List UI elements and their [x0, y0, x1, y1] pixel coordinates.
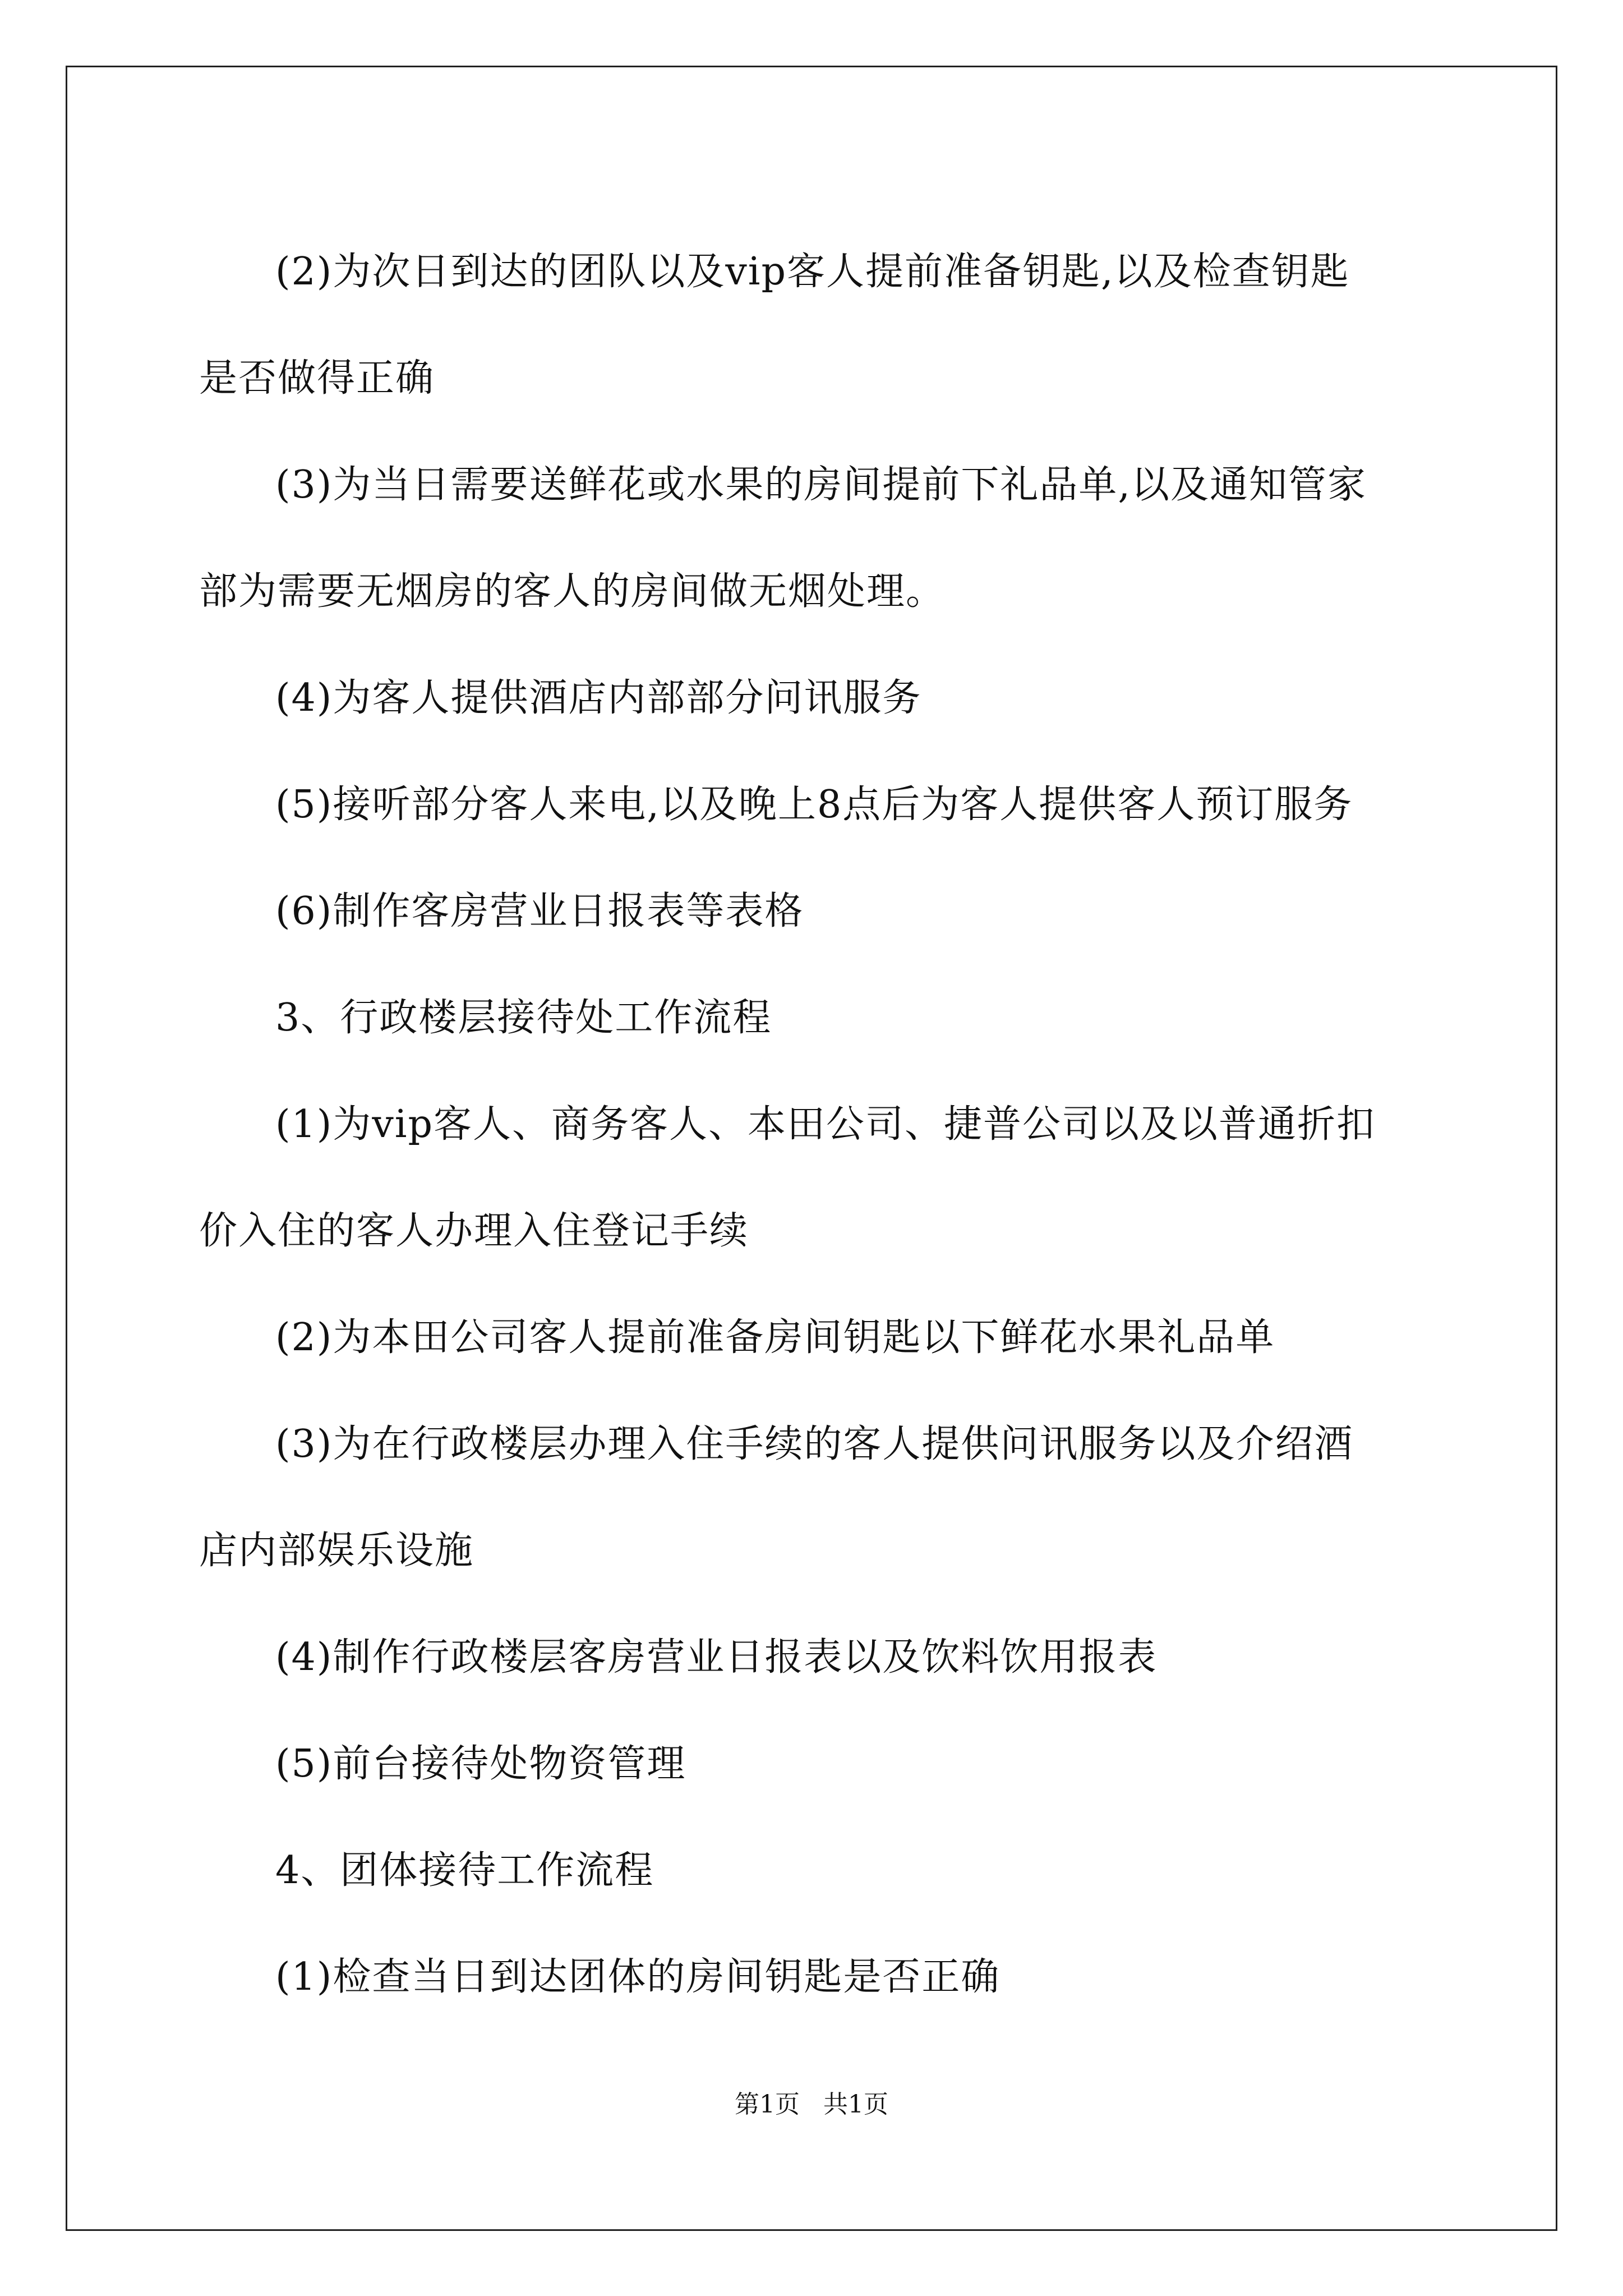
paragraph: (6)制作客房营业日报表等表格 [275, 889, 804, 933]
page-number-footer: 第1页 共1页 [735, 2090, 888, 2119]
paragraph: (1)检查当日到达团体的房间钥匙是否正确 [275, 1955, 1000, 1999]
paragraph: (2)为次日到达的团队以及vip客人提前准备钥匙,以及检查钥匙 [275, 250, 1350, 294]
paragraph: (3)为当日需要送鲜花或水果的房间提前下礼品单,以及通知管家 [275, 463, 1367, 507]
paragraph: (5)接听部分客人来电,以及晚上8点后为客人提供客人预订服务 [275, 783, 1353, 827]
section-heading: 4、团体接待工作流程 [275, 1848, 654, 1893]
paragraph: (1)为vip客人、商务客人、本田公司、捷普公司以及以普通折扣 [275, 1102, 1376, 1147]
document-body [199, 219, 1433, 2031]
paragraph: (4)为客人提供酒店内部部分问讯服务 [275, 676, 922, 720]
paragraph-continuation: 部为需要无烟房的客人的房间做无烟处理。 [199, 569, 946, 614]
paragraph: (3)为在行政楼层办理入住手续的客人提供问讯服务以及介绍酒 [275, 1422, 1354, 1466]
paragraph-continuation: 价入住的客人办理入住登记手续 [199, 1209, 749, 1253]
paragraph: (2)为本田公司客人提前准备房间钥匙以下鲜花水果礼品单 [275, 1315, 1275, 1360]
paragraph-continuation: 店内部娱乐设施 [199, 1529, 474, 1573]
paragraph-continuation: 是否做得正确 [199, 356, 435, 401]
paragraph: (4)制作行政楼层客房营业日报表以及饮料饮用报表 [275, 1635, 1158, 1680]
paragraph: (5)前台接待处物资管理 [275, 1742, 686, 1786]
section-heading: 3、行政楼层接待处工作流程 [275, 996, 772, 1040]
